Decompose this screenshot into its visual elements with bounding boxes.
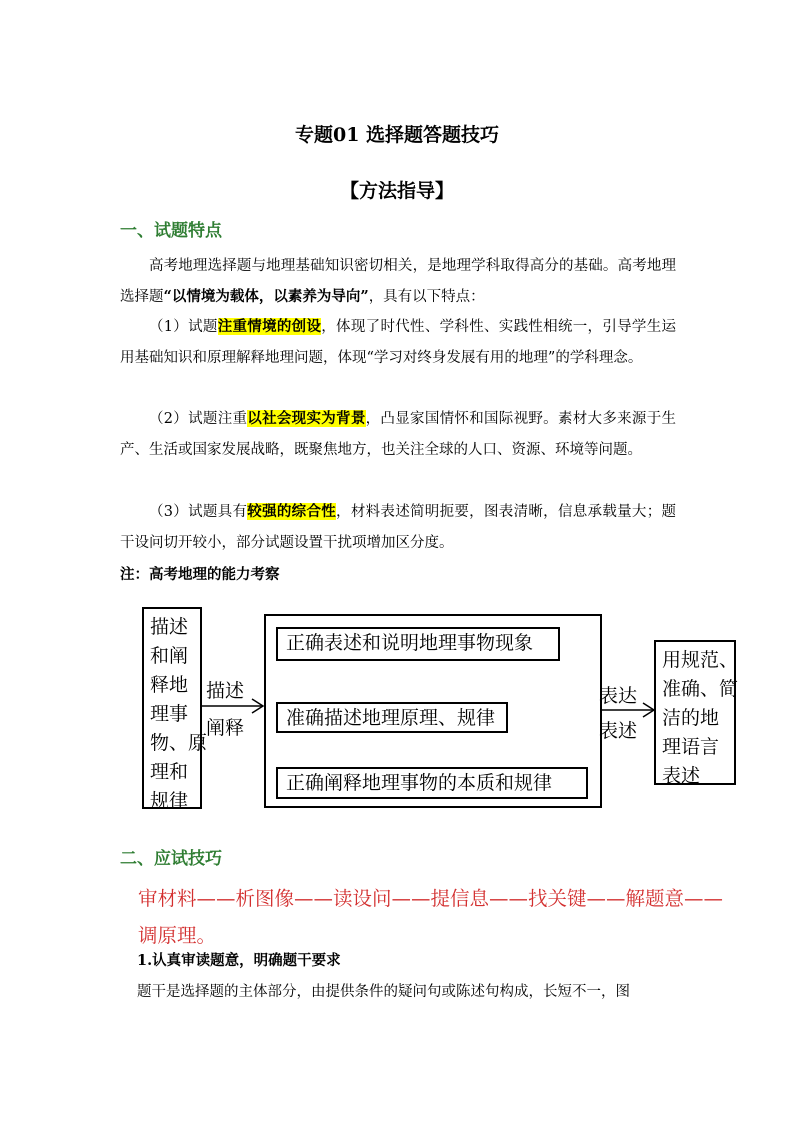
section2-paragraph: 题干是选择题的主体部分，由提供条件的疑问句或陈述句构成，长短不一，图 <box>137 984 630 1000</box>
p3-prefix: （3）试题具有 <box>149 504 248 520</box>
page-subtitle: 【方法指导】 <box>339 180 454 202</box>
right-line: 理语言 <box>662 736 720 758</box>
left-line: 规律 <box>150 790 189 812</box>
feature-paragraph-1 <box>120 312 676 373</box>
right-line: 洁的地 <box>662 707 720 729</box>
p2-text: ，凸显家国情怀和国际视野。素材大多来源于生产、生活或国家发展战略，既聚焦地方，也关注全球的人口、资源、环境等问题。 <box>120 411 677 458</box>
right-line: 用规范、 <box>662 649 739 671</box>
arrow1-label-top: 描述 <box>206 680 245 702</box>
diagram-left-box <box>142 607 208 812</box>
middle-item-2: 准确描述地理原理、规律 <box>276 702 508 733</box>
left-line: 理和 <box>150 761 189 783</box>
diagram-middle-box <box>264 614 602 808</box>
section1-heading: 一、试题特点 <box>120 221 222 241</box>
steps-text: 审材料——析图像——读设问——提信息——找关键——解题意——调原理。 <box>138 887 724 947</box>
arrow2-label-bottom: 表述 <box>599 720 638 742</box>
p3-highlight: 较强的综合性 <box>247 503 337 520</box>
intro-text-c: ，具有以下特点： <box>368 288 485 305</box>
middle-item-1: 正确表述和说明地理事物现象 <box>276 627 560 661</box>
section2-subheading: 1.认真审读题意，明确题干要求 <box>137 952 341 969</box>
feature-paragraph-2 <box>120 404 676 465</box>
right-line: 表述 <box>662 765 701 787</box>
arrow-right-icon <box>602 700 656 720</box>
middle-item-3: 正确阐释地理事物的本质和规律 <box>276 767 588 799</box>
page-title: 专题01 选择题答题技巧 <box>294 124 500 146</box>
arrow1-label-bottom: 阐释 <box>206 717 245 739</box>
p1-prefix: （1）试题 <box>149 319 218 335</box>
section1-intro <box>120 251 676 312</box>
right-line: 准确、简 <box>662 678 739 700</box>
intro-emphasis: “以情境为载体，以素养为导向” <box>163 287 369 305</box>
note-text: 注：高考地理的能力考察 <box>120 566 280 583</box>
arrow-right-icon <box>202 696 266 716</box>
left-line: 描述 <box>150 616 189 638</box>
intro-text-a: 高考地理选择题与地理基础知识密切相关，是地理学科取得高分的基础。高考地理选择题 <box>120 258 676 305</box>
section2-heading: 二、应试技巧 <box>120 849 222 869</box>
feature-paragraph-3 <box>120 497 676 558</box>
p1-text: ，体现了时代性、学科性、实践性相统一，引导学生运用基础知识和原理解释地理问题，体现“学习对终身发展有用的地理”的学科理念。 <box>120 319 677 366</box>
diagram-right-box <box>654 640 739 787</box>
left-line: 和阐 <box>150 645 189 667</box>
p3-text: ，材料表述简明扼要，图表清晰，信息承载量大；题干设问切开较小，部分试题设置干扰项增加区分度。 <box>120 504 676 551</box>
p2-highlight: 以社会现实为背景 <box>247 410 366 427</box>
left-line: 物、原 <box>150 732 208 754</box>
p2-prefix: （2）试题注重 <box>149 411 248 427</box>
arrow2-label-top: 表达 <box>599 685 638 707</box>
left-line: 释地 <box>150 674 189 696</box>
p1-highlight: 注重情境的创设 <box>217 318 322 335</box>
left-line: 理事 <box>150 703 189 725</box>
